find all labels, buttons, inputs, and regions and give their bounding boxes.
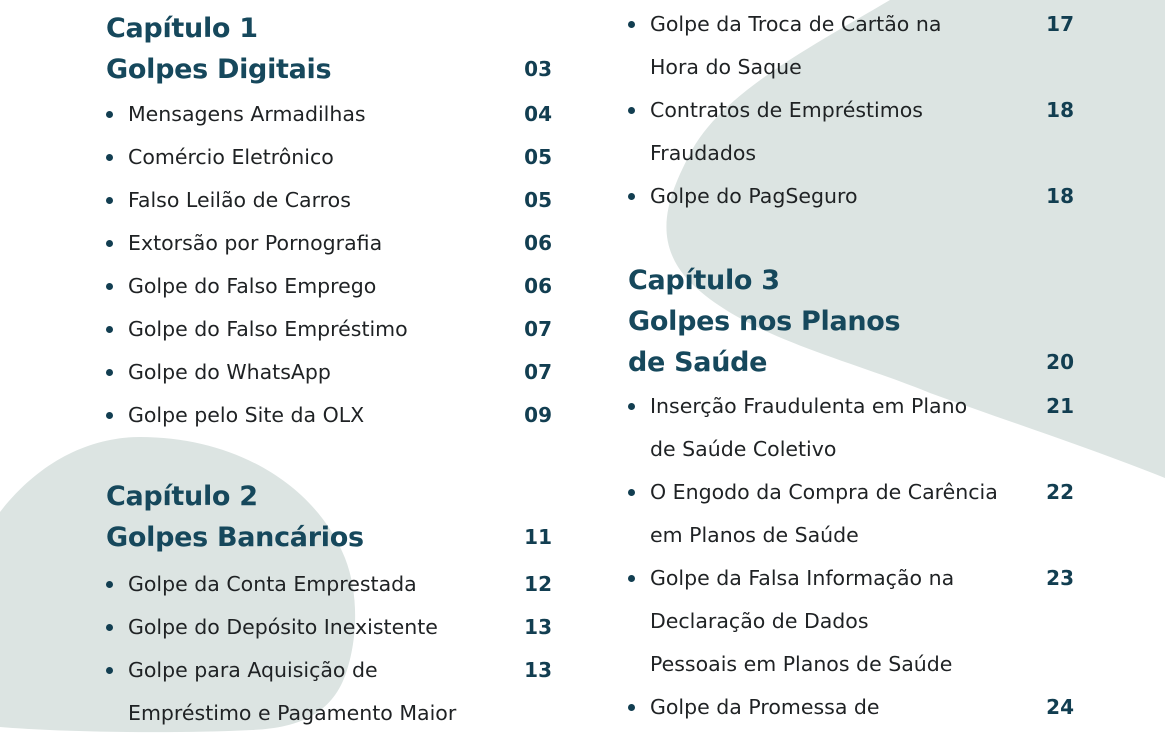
toc-item-line: Golpe da Conta Emprestada <box>128 572 417 596</box>
toc-item-line: Golpe da Promessa de <box>650 695 880 719</box>
item-page-number: 23 <box>1046 566 1074 590</box>
chapter-title-line: Capítulo 1 <box>106 13 258 44</box>
toc-item-line: Contratos de Empréstimos <box>650 98 923 122</box>
item-page-number: 06 <box>524 274 552 298</box>
bullet-icon <box>106 649 128 674</box>
bullet-icon <box>106 351 128 376</box>
toc-item <box>106 394 552 437</box>
chapter-title-line: Golpes Bancários <box>106 522 364 553</box>
bullet-icon <box>628 557 650 582</box>
chapter-title <box>106 8 490 90</box>
toc-item-text <box>128 563 490 606</box>
bullet-dot <box>106 667 113 674</box>
toc-item-text <box>128 265 490 308</box>
toc-item-text <box>128 351 490 394</box>
chapter-page-number: 20 <box>1046 350 1074 374</box>
toc-item-line: Golpe do PagSeguro <box>650 184 858 208</box>
toc-item <box>106 308 552 351</box>
chapter-title-line: Golpes nos Planos <box>628 306 901 337</box>
bullet-dot <box>628 107 635 114</box>
toc-item <box>106 649 552 735</box>
toc-item-text <box>650 471 1012 557</box>
toc-item-line: Fraudados <box>650 141 757 165</box>
bullet-icon <box>106 563 128 588</box>
bullet-icon <box>628 89 650 114</box>
item-page-number: 07 <box>524 360 552 384</box>
toc-item-line: Hora do Saque <box>650 55 802 79</box>
bullet-dot <box>628 193 635 200</box>
toc-item <box>628 89 1074 175</box>
toc-item-line: Extorsão por Pornografia <box>128 231 383 255</box>
bullet-icon <box>106 394 128 419</box>
toc-item-text <box>128 222 490 265</box>
chapter-heading <box>106 8 552 90</box>
chapter-title-line: Capítulo 3 <box>628 265 780 296</box>
toc-items <box>628 3 1074 218</box>
chapter-title-line: de Saúde <box>628 347 768 378</box>
item-page-number: 13 <box>524 658 552 682</box>
toc-items <box>106 563 552 735</box>
toc-item-text <box>128 394 490 437</box>
toc-item <box>106 222 552 265</box>
bullet-icon <box>106 93 128 118</box>
toc-item-text <box>650 557 1012 686</box>
bullet-icon <box>106 606 128 631</box>
toc-item <box>628 471 1074 557</box>
bullet-icon <box>628 686 650 711</box>
toc-item-line: O Engodo da Compra de Carência <box>650 480 998 504</box>
bullet-dot <box>106 154 113 161</box>
bullet-icon <box>106 265 128 290</box>
bullet-dot <box>628 704 635 711</box>
toc-item-text <box>650 175 1012 218</box>
chapter-heading <box>106 476 552 558</box>
toc-item <box>106 563 552 606</box>
toc-item <box>106 606 552 649</box>
bullet-dot <box>106 369 113 376</box>
toc-item <box>106 265 552 308</box>
toc-item-text <box>128 136 490 179</box>
toc-item <box>106 351 552 394</box>
chapter-title-line: Golpes Digitais <box>106 54 332 85</box>
item-page-number: 13 <box>524 615 552 639</box>
toc-item <box>628 385 1074 471</box>
item-page-number: 22 <box>1046 480 1074 504</box>
bullet-dot <box>628 21 635 28</box>
item-page-number: 18 <box>1046 184 1074 208</box>
toc-item-line: de Saúde Coletivo <box>650 437 837 461</box>
bullet-dot <box>106 326 113 333</box>
toc-item-text <box>128 179 490 222</box>
toc-item-text <box>128 606 490 649</box>
toc-item-text <box>650 89 1012 175</box>
toc-item <box>628 686 1074 729</box>
toc-section <box>628 260 1074 729</box>
bullet-dot <box>628 489 635 496</box>
toc-item-line: Empréstimo e Pagamento Maior <box>128 701 457 725</box>
toc-item-text <box>650 686 1012 729</box>
toc-item-line: Golpe pelo Site da OLX <box>128 403 365 427</box>
item-page-number: 09 <box>524 403 552 427</box>
item-page-number: 12 <box>524 572 552 596</box>
toc-item-line: Golpe para Aquisição de <box>128 658 378 682</box>
toc-item-line: em Planos de Saúde <box>650 523 859 547</box>
toc-item-line: Golpe da Troca de Cartão na <box>650 12 942 36</box>
toc-column-left <box>106 0 552 735</box>
bullet-dot <box>106 624 113 631</box>
toc-item <box>628 3 1074 89</box>
item-page-number: 07 <box>524 317 552 341</box>
toc-item-text <box>128 308 490 351</box>
item-page-number: 24 <box>1046 695 1074 719</box>
toc-item-line: Declaração de Dados <box>650 609 869 633</box>
chapter-title-line: Capítulo 2 <box>106 481 258 512</box>
toc-item <box>106 136 552 179</box>
bullet-icon <box>628 3 650 28</box>
item-page-number: 06 <box>524 231 552 255</box>
bullet-icon <box>628 385 650 410</box>
bullet-dot <box>106 581 113 588</box>
chapter-title <box>106 476 490 558</box>
toc-item-line: Inserção Fraudulenta em Plano <box>650 394 968 418</box>
toc-item-text <box>128 649 490 735</box>
toc-item-text <box>128 93 490 136</box>
toc-item <box>628 557 1074 686</box>
toc-item <box>106 93 552 136</box>
bullet-icon <box>106 308 128 333</box>
toc-item-line: Falso Leilão de Carros <box>128 188 351 212</box>
toc-item-line: Mensagens Armadilhas <box>128 102 366 126</box>
toc-section <box>106 476 552 735</box>
toc-item-line: Golpe do Falso Empréstimo <box>128 317 408 341</box>
bullet-dot <box>628 403 635 410</box>
bullet-icon <box>106 136 128 161</box>
toc-item-text <box>650 385 1012 471</box>
toc-item-line: Golpe do WhatsApp <box>128 360 331 384</box>
item-page-number: 21 <box>1046 394 1074 418</box>
bullet-dot <box>106 111 113 118</box>
chapter-page-number: 03 <box>524 57 552 81</box>
bullet-dot <box>106 283 113 290</box>
chapter-heading <box>628 260 1074 383</box>
item-page-number: 17 <box>1046 12 1074 36</box>
bullet-icon <box>106 222 128 247</box>
toc-item-line: Golpe do Falso Emprego <box>128 274 377 298</box>
toc-item-line: Golpe do Depósito Inexistente <box>128 615 438 639</box>
bullet-dot <box>628 575 635 582</box>
toc-item-line: Pessoais em Planos de Saúde <box>650 652 953 676</box>
bullet-dot <box>106 240 113 247</box>
toc-item-text <box>650 3 1012 89</box>
toc-column-right <box>628 0 1074 729</box>
toc-item <box>106 179 552 222</box>
toc-item-line: Comércio Eletrônico <box>128 145 334 169</box>
bullet-icon <box>628 175 650 200</box>
bullet-dot <box>106 412 113 419</box>
item-page-number: 05 <box>524 145 552 169</box>
item-page-number: 18 <box>1046 98 1074 122</box>
bullet-icon <box>628 471 650 496</box>
bullet-dot <box>106 197 113 204</box>
toc-section <box>628 3 1074 218</box>
toc-items <box>628 385 1074 729</box>
chapter-title <box>628 260 1012 383</box>
item-page-number: 04 <box>524 102 552 126</box>
toc-item <box>628 175 1074 218</box>
toc-section <box>106 8 552 437</box>
item-page-number: 05 <box>524 188 552 212</box>
chapter-page-number: 11 <box>524 525 552 549</box>
bullet-icon <box>106 179 128 204</box>
toc-items <box>106 93 552 437</box>
toc-item-line: Golpe da Falsa Informação na <box>650 566 955 590</box>
